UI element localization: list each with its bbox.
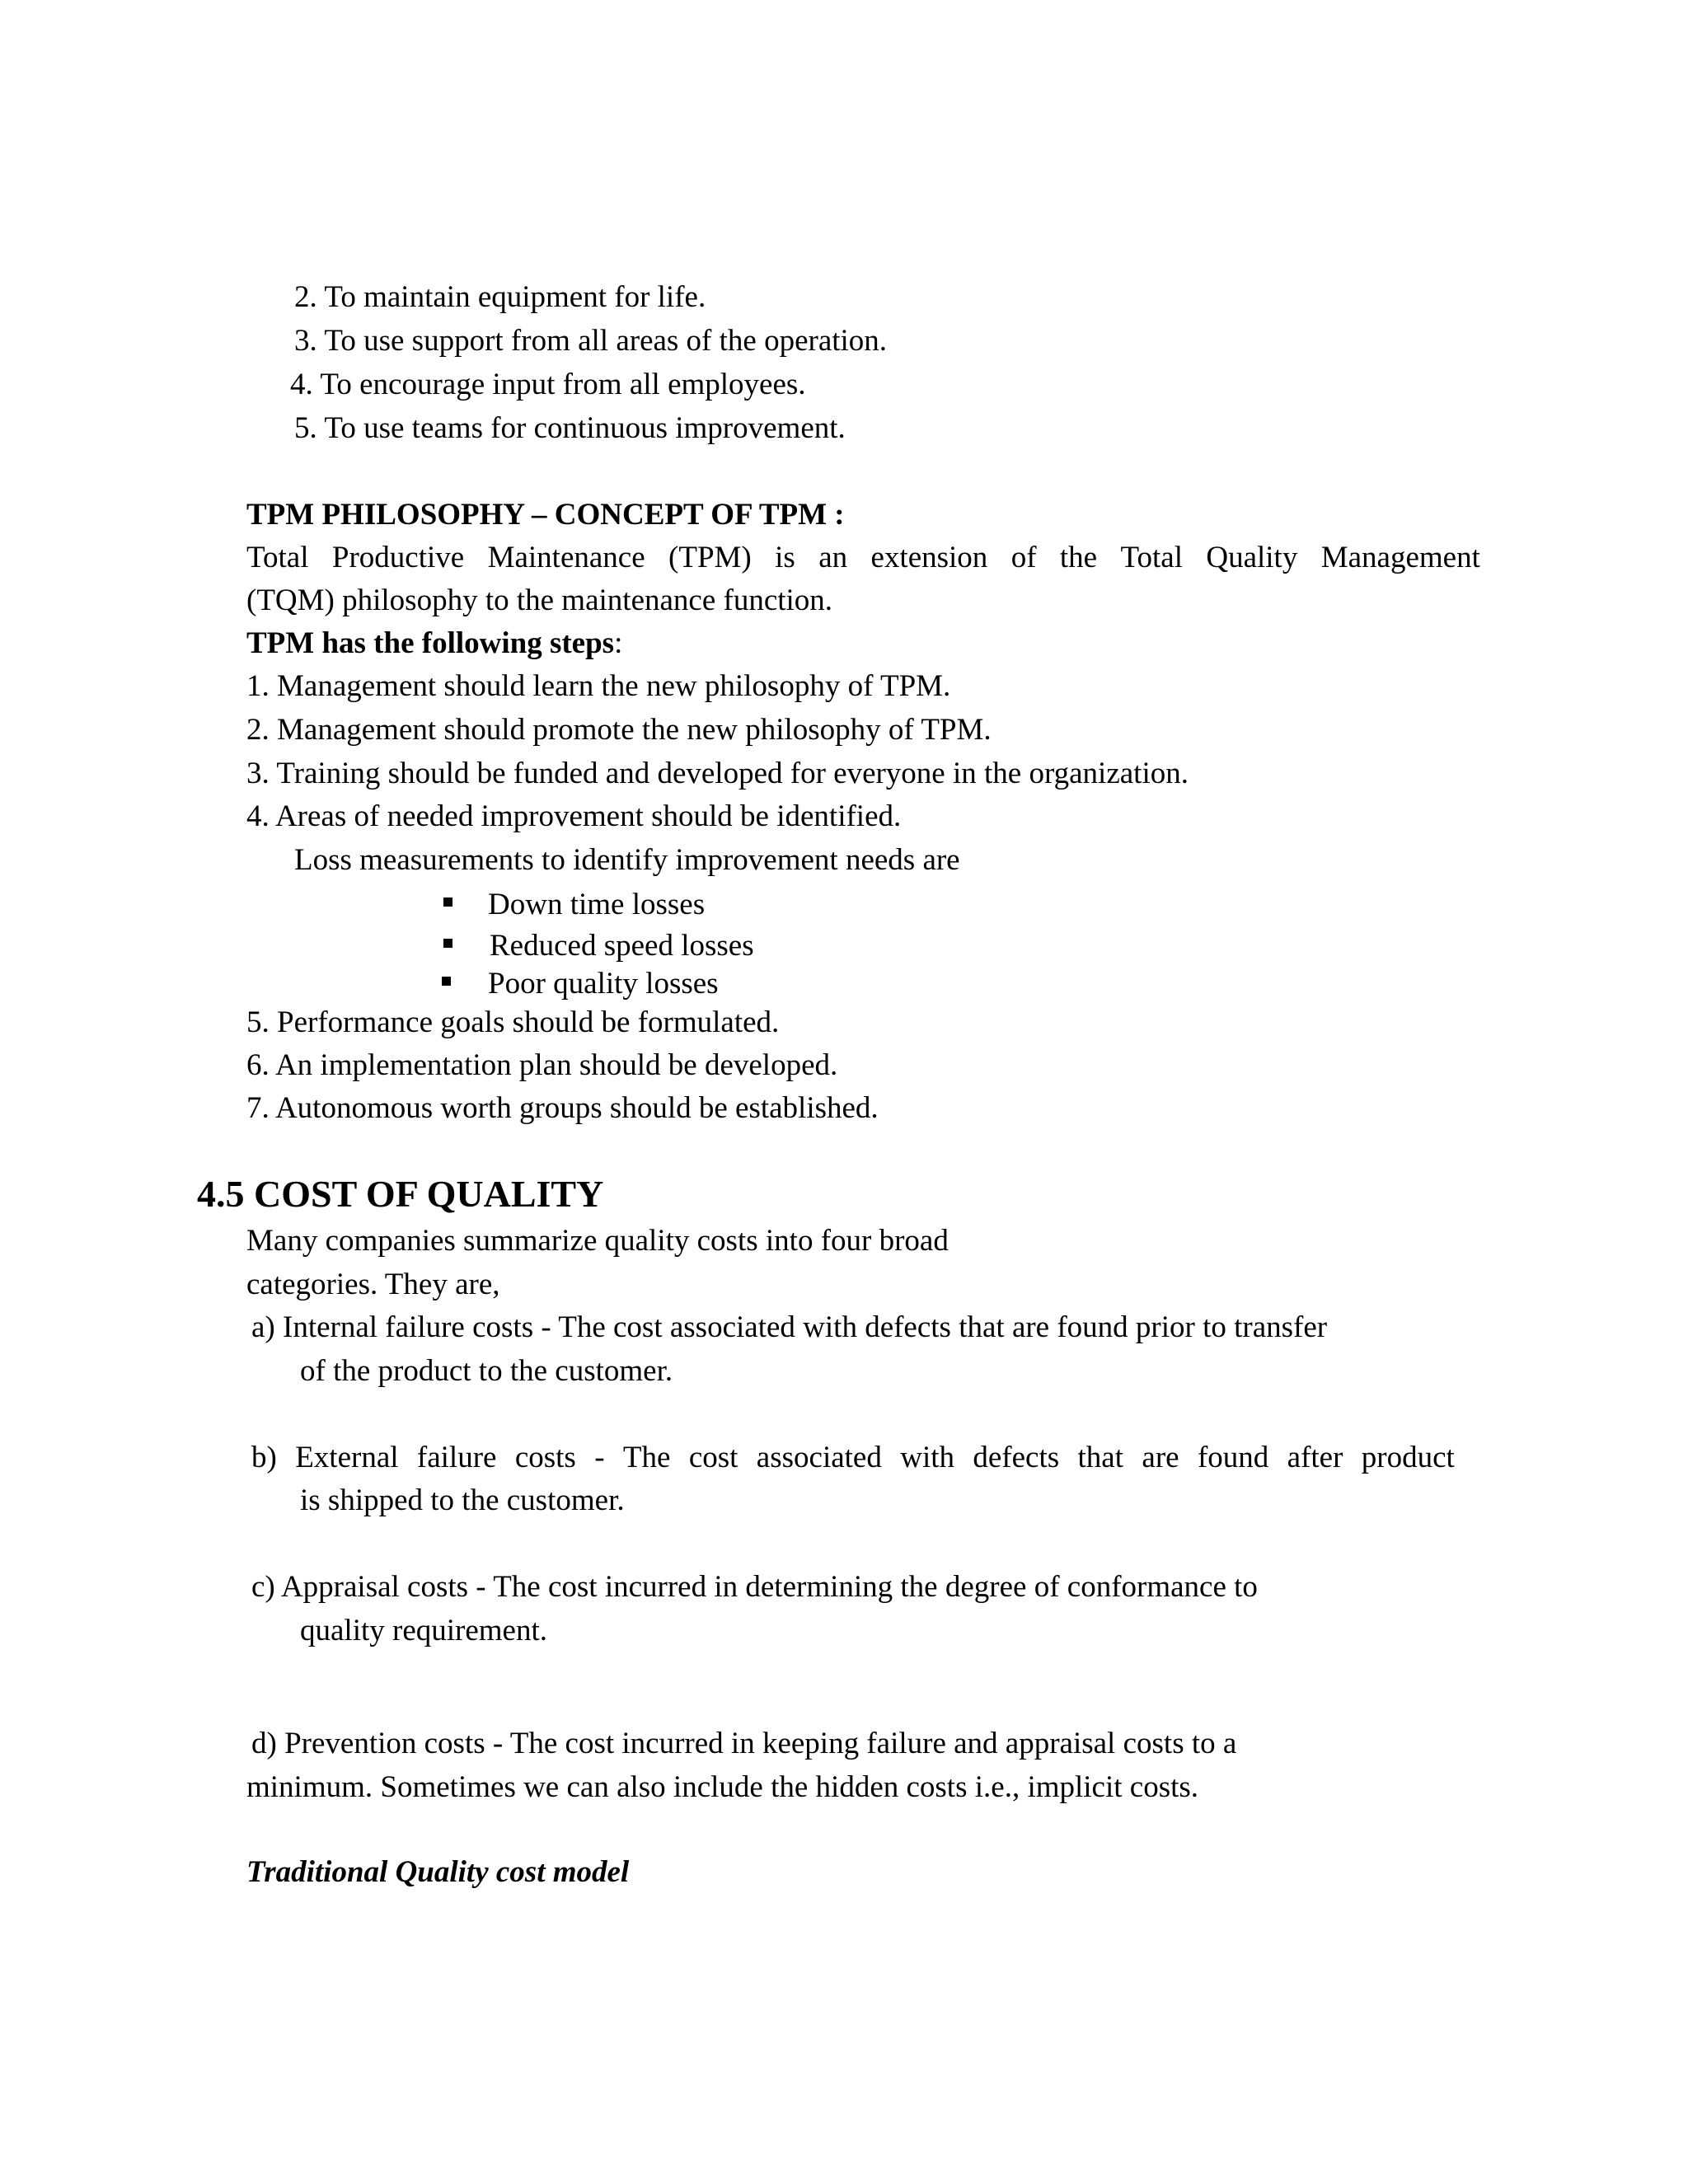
loss-item-poor-quality: Poor quality losses	[488, 967, 719, 1001]
word: defects	[973, 1441, 1060, 1474]
word: failure	[416, 1441, 497, 1474]
tpm-step-6: 6. An implementation plan should be developed.	[246, 1048, 838, 1082]
word: with	[900, 1441, 954, 1474]
word: are	[1142, 1441, 1179, 1474]
objective-item-5: 5. To use teams for continuous improvement.	[294, 411, 846, 445]
word: costs	[514, 1441, 576, 1474]
word: extension	[870, 541, 988, 574]
cost-intro-line-1: Many companies summarize quality costs into four broad	[246, 1224, 949, 1258]
cost-of-quality-heading: 4.5 COST OF QUALITY	[197, 1173, 604, 1215]
cost-item-c-line-1: c) Appraisal costs - The cost incurred in determining the degree of conformance to	[251, 1570, 1258, 1604]
loss-item-downtime: Down time losses	[488, 888, 706, 921]
bullet-square-icon	[443, 898, 452, 907]
word: is	[775, 541, 795, 574]
tpm-step-1: 1. Management should learn the new philosophy of TPM.	[246, 669, 951, 703]
word: Management	[1320, 541, 1480, 574]
word: Total	[246, 541, 309, 574]
word: External	[295, 1441, 399, 1474]
tpm-steps-heading-text: TPM has the following steps	[246, 626, 615, 660]
loss-measurements-intro: Loss measurements to identify improvement needs are	[294, 843, 960, 877]
word: the	[1059, 541, 1098, 574]
word: b)	[251, 1441, 277, 1474]
word: Maintenance	[487, 541, 645, 574]
tpm-intro-line-2: (TQM) philosophy to the maintenance function.	[246, 583, 833, 617]
traditional-quality-cost-model-heading: Traditional Quality cost model	[246, 1855, 630, 1889]
cost-item-d-line-1: d) Prevention costs - The cost incurred in keeping failure and appraisal costs to a	[251, 1727, 1237, 1760]
cost-item-c-line-2: quality requirement.	[300, 1614, 548, 1647]
tpm-step-3: 3. Training should be funded and developed for everyone in the organization.	[246, 757, 1189, 790]
word: that	[1077, 1441, 1124, 1474]
tpm-philosophy-heading: TPM PHILOSOPHY – CONCEPT OF TPM :	[246, 498, 845, 532]
tpm-step-5: 5. Performance goals should be formulated.	[246, 1005, 780, 1039]
word: Productive	[331, 541, 465, 574]
cost-item-b-line-1	[251, 1442, 1455, 1473]
cost-intro-line-2: categories. They are,	[246, 1268, 500, 1301]
word: The	[622, 1441, 671, 1474]
bullet-square-icon	[443, 939, 452, 948]
tpm-step-2: 2. Management should promote the new philosophy of TPM.	[246, 713, 992, 747]
word: associated	[756, 1441, 882, 1474]
word: found	[1197, 1441, 1269, 1474]
word: after	[1287, 1441, 1343, 1474]
cost-item-d-line-2: minimum. Sometimes we can also include the hidden costs i.e., implicit costs.	[246, 1770, 1199, 1804]
word: product	[1361, 1441, 1455, 1474]
tpm-step-4: 4. Areas of needed improvement should be identified.	[246, 799, 902, 833]
cost-item-a-line-2: of the product to the customer.	[300, 1354, 673, 1388]
word: Total	[1120, 541, 1183, 574]
loss-item-reduced-speed: Reduced speed losses	[490, 929, 754, 963]
tpm-steps-heading	[246, 628, 622, 658]
cost-item-a-line-1: a) Internal failure costs - The cost associated with defects that are found prior to transfer	[251, 1310, 1328, 1344]
objective-item-4: 4. To encourage input from all employees.	[290, 368, 806, 401]
word: cost	[688, 1441, 738, 1474]
bullet-square-icon	[442, 977, 451, 986]
tpm-steps-heading-colon: :	[614, 626, 623, 660]
word: of	[1010, 541, 1037, 574]
objective-item-3: 3. To use support from all areas of the operation.	[294, 324, 888, 358]
word: Quality	[1206, 541, 1298, 574]
tpm-step-7: 7. Autonomous worth groups should be established.	[246, 1091, 879, 1125]
cost-item-b-line-2: is shipped to the customer.	[300, 1483, 625, 1517]
objective-item-2: 2. To maintain equipment for life.	[294, 280, 706, 314]
word: -	[594, 1441, 605, 1474]
word: an	[818, 541, 848, 574]
word: (TPM)	[668, 541, 752, 574]
tpm-intro-line-1	[246, 542, 1480, 573]
